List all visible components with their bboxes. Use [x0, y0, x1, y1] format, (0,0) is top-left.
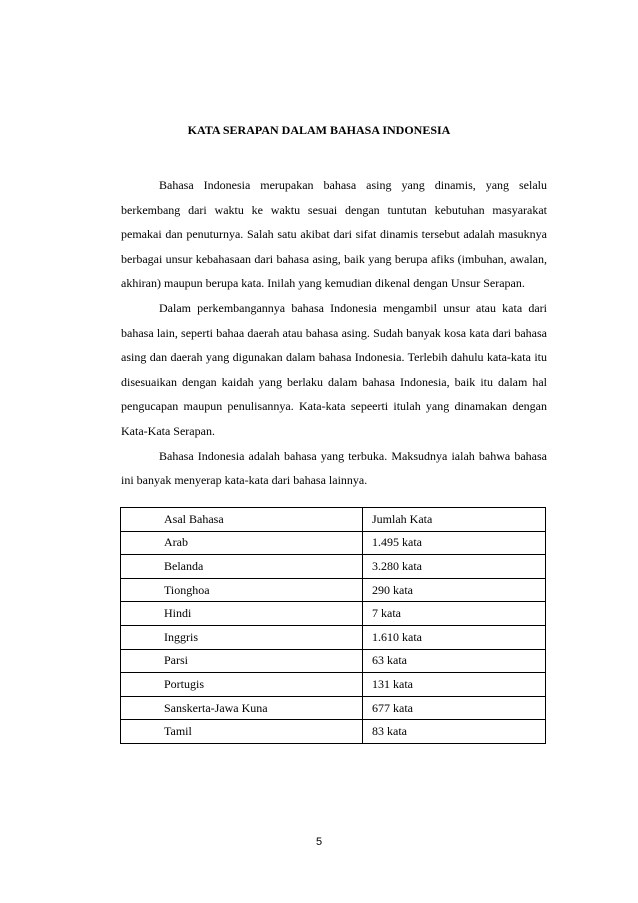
cell-count: 1.495 kata: [363, 531, 546, 555]
cell-count: 290 kata: [363, 578, 546, 602]
paragraph-2: Dalam perkembangannya bahasa Indonesia mengambil unsur atau kata dari bahasa lain, seperti bahaa daerah atau bahasa asing. Sudah banyak kosa kata dari bahasa asing dan daerah yang digunakan dalam bahasa Indonesia. Terlebih dahulu kata-kata itu disesuaikan dengan kaidah yang berlaku dalam bahasa Indonesia, baik itu dalam hal pengucapan maupun penulisannya. Kata-kata sepeerti itulah yang dinamakan dengan Kata-Kata Serapan.: [121, 300, 547, 438]
table-row: [121, 625, 546, 649]
table-row: [121, 555, 546, 579]
cell-language: Arab: [121, 531, 363, 555]
cell-language: Tionghoa: [121, 578, 363, 602]
cell-count: 83 kata: [363, 720, 546, 744]
page-title: KATA SERAPAN DALAM BAHASA INDONESIA: [187, 123, 451, 137]
table-row: [121, 531, 546, 555]
body-text: [121, 173, 547, 493]
loanword-table: [120, 507, 546, 744]
table-row: [121, 602, 546, 626]
table-row: [121, 649, 546, 673]
header-asal-bahasa: Asal Bahasa: [121, 508, 363, 532]
cell-count: 7 kata: [363, 602, 546, 626]
cell-language: Hindi: [121, 602, 363, 626]
header-jumlah-kata: Jumlah Kata: [363, 508, 546, 532]
cell-count: 677 kata: [363, 696, 546, 720]
cell-count: 3.280 kata: [363, 555, 546, 579]
table-row: [121, 578, 546, 602]
cell-count: 131 kata: [363, 673, 546, 697]
table-header-row: [121, 508, 546, 532]
cell-count: 63 kata: [363, 649, 546, 673]
table-row: [121, 673, 546, 697]
cell-language: Parsi: [121, 649, 363, 673]
cell-language: Portugis: [121, 673, 363, 697]
table-row: [121, 720, 546, 744]
table-row: [121, 696, 546, 720]
cell-count: 1.610 kata: [363, 625, 546, 649]
paragraph-3: Bahasa Indonesia adalah bahasa yang terbuka. Maksudnya ialah bahwa bahasa ini banyak menyerap kata-kata dari bahasa lainnya.: [121, 448, 547, 488]
cell-language: Inggris: [121, 625, 363, 649]
cell-language: Tamil: [121, 720, 363, 744]
page-number: 5: [315, 836, 323, 848]
cell-language: Sanskerta-Jawa Kuna: [121, 696, 363, 720]
cell-language: Belanda: [121, 555, 363, 579]
paragraph-1: Bahasa Indonesia merupakan bahasa asing yang dinamis, yang selalu berkembang dari waktu ke waktu sesuai dengan tuntutan kebutuhan masyarakat pemakai dan penuturnya. Salah satu akibat dari sifat dinamis tersebut adalah masuknya berbagai unsur kebahasaan dari bahasa asing, baik yang berupa afiks (imbuhan, awalan, akhiran) maupun berupa kata. Inilah yang kemudian dikenal dengan Unsur Serapan.: [121, 178, 547, 291]
